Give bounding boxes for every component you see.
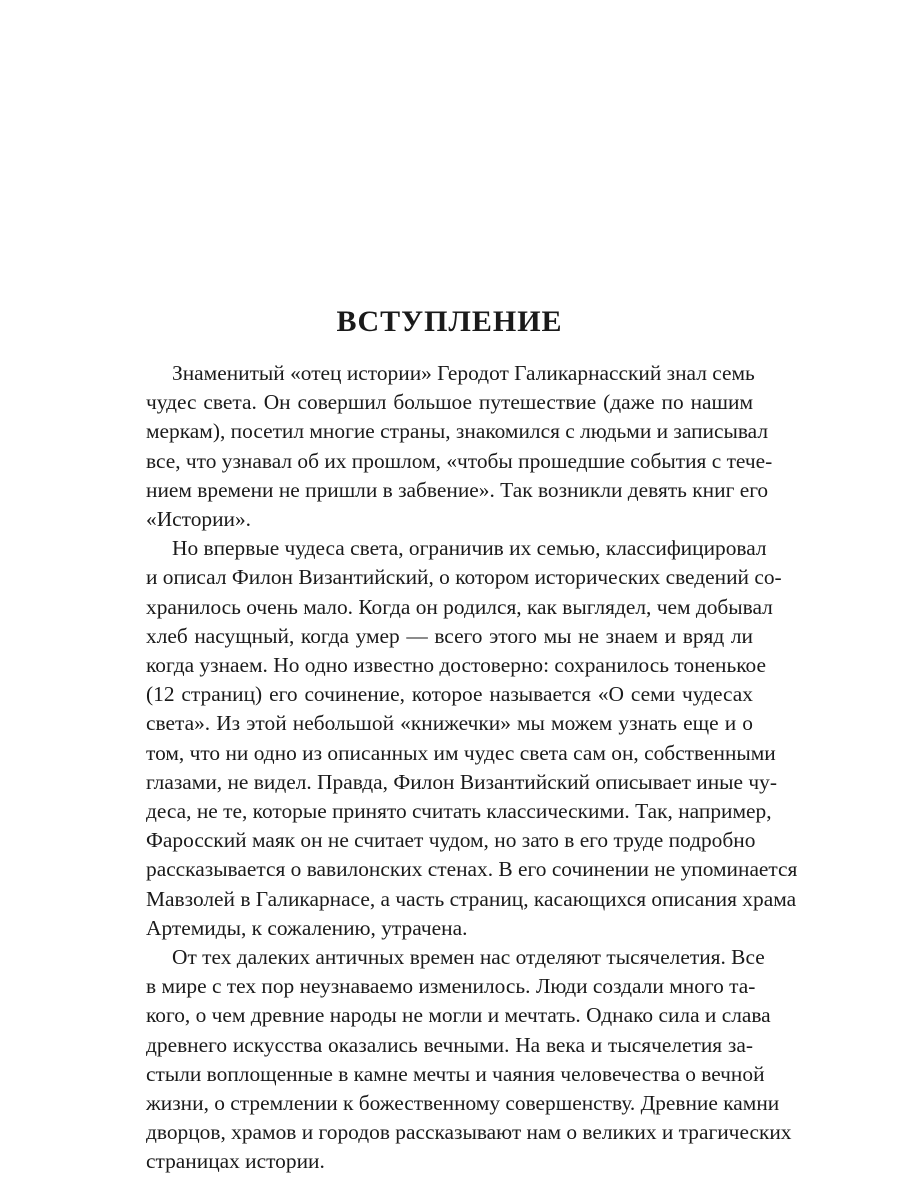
- text-line: нием времени не пришли в забвение». Так возникли девять книг его: [146, 477, 769, 502]
- text-line: том, что ни одно из описанных им чудес света сам он, собственными: [146, 740, 776, 765]
- text-line: древнего искусства оказались вечными. На века и тысячелетия за-: [146, 1032, 753, 1057]
- text-line: Фаросский маяк он не считает чудом, но зато в его труде подробно: [146, 828, 756, 853]
- text-line: чудес света. Он совершил большое путешествие (даже по нашим: [146, 390, 753, 415]
- text-line: хлеб насущный, когда умер — всего этого мы не знаем и вряд ли: [146, 623, 753, 648]
- text-line: глазами, не видел. Правда, Филон Византийский описывает иные чу-: [146, 769, 777, 794]
- text-line: Но впервые чудеса света, ограничив их семью, классифицировал: [172, 536, 767, 561]
- text-line: хранилось очень мало. Когда он родился, как выглядел, чем добывал: [146, 594, 773, 619]
- text-line: все, что узнавал об их прошлом, «чтобы прошедшие события с тече-: [146, 448, 773, 473]
- book-page: [146, 300, 798, 1177]
- text-line: и описал Филон Византийский, о котором исторических сведений со-: [146, 565, 782, 590]
- text-line: Артемиды, к сожалению, утрачена.: [146, 915, 468, 940]
- text-line: Мавзолей в Галикарнасе, а часть страниц, касающихся описания храма: [146, 886, 797, 911]
- text-line: кого, о чем древние народы не могли и мечтать. Однако сила и слава: [146, 1003, 771, 1028]
- text-line: жизни, о стремлении к божественному совершенству. Древние камни: [146, 1091, 780, 1116]
- text-line: стыли воплощенные в камне мечты и чаяния человечества о вечной: [146, 1061, 765, 1086]
- paragraph-1: [146, 359, 773, 534]
- text-line: рассказывается о вавилонских стенах. В его сочинении не упоминается: [146, 857, 798, 882]
- text-line: света». Из этой небольшой «книжечки» мы можем узнать еще и о: [146, 711, 753, 736]
- paragraph-2: [146, 534, 798, 943]
- text-line: От тех далеких античных времен нас отделяют тысячелетия. Все: [172, 945, 765, 970]
- paragraph-3: [146, 943, 792, 1177]
- text-line: меркам), посетил многие страны, знакомился с людьми и записывал: [146, 419, 769, 444]
- chapter-title: ВСТУПЛЕНИЕ: [336, 305, 563, 338]
- text-line: Знаменитый «отец истории» Геродот Галикарнасский знал семь: [172, 361, 755, 385]
- text-line: в мире с тех пор неузнаваемо изменилось. Люди создали много та-: [146, 974, 756, 999]
- text-line: «Истории».: [146, 507, 252, 532]
- text-line: (12 страниц) его сочинение, которое называется «О семи чудесах: [146, 682, 753, 707]
- text-line: деса, не те, которые принято считать классическими. Так, например,: [146, 799, 772, 824]
- text-line: дворцов, храмов и городов рассказывают нам о великих и трагических: [146, 1120, 792, 1145]
- text-line: когда узнаем. Но одно известно достоверно: сохранилось тоненькое: [146, 653, 766, 678]
- text-line: страницах истории.: [146, 1149, 325, 1174]
